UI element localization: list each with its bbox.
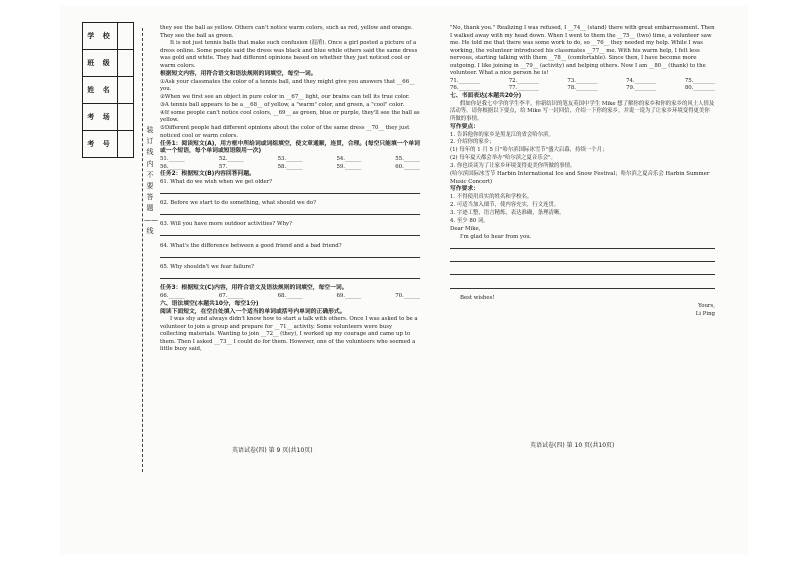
task-1-title: 任务1：阅读短文(A)，用方框中所给词或词组填空，使文章通顺，连贯，合理。(每空只能填一个单词或一个短语，每个单词或短语限用一次) bbox=[160, 140, 420, 155]
content-point-6: (哈尔滨国际冰雪节 Harbin International Ice and Snow Festival；哈尔滨之夏音乐会 Harbin Summer Music Concert) bbox=[450, 171, 710, 185]
answer-line-63[interactable] bbox=[160, 229, 420, 236]
task-3-title: 任务3：根据短文(C)内容，用符合语文及语法规则的词填空，每空一词。 bbox=[160, 285, 348, 292]
content-point-1: 1. 告诉他你的家乡是黑龙江的省会哈尔滨。 bbox=[450, 131, 554, 138]
answer-row-66-70 bbox=[160, 293, 420, 301]
blank-79[interactable]: 79.________ bbox=[626, 85, 657, 92]
blank-57[interactable]: 57.______ bbox=[218, 163, 244, 170]
label-name: 姓 名 bbox=[87, 86, 113, 94]
content-point-5: 3. 你也谈谈为了让家乡环境变得更美你所做的事情。 bbox=[450, 163, 576, 170]
school-field[interactable] bbox=[117, 23, 133, 49]
question-67: ②When we first see an object in pure color in __67__ light, our brains can tell its true color. bbox=[160, 94, 410, 101]
answer-line-65[interactable] bbox=[160, 272, 420, 279]
requirement-2: 2. 可适当加入细节，使内容充实，行文连贯。 bbox=[450, 202, 560, 209]
content-point-2: 2. 介绍你的家乡； bbox=[450, 139, 495, 146]
blank-51[interactable]: 51.______ bbox=[160, 156, 185, 163]
blank-55[interactable]: 55.______ bbox=[395, 156, 420, 163]
info-row-school bbox=[83, 23, 133, 50]
blank-77[interactable]: 77.________ bbox=[508, 85, 539, 92]
writing-line-4[interactable] bbox=[450, 282, 715, 289]
letter-signature: Li Ping bbox=[695, 310, 715, 317]
answer-line-62[interactable] bbox=[160, 208, 420, 215]
requirements-title: 写作要求： bbox=[450, 186, 479, 193]
passage-c-instruction: 根据短文内容，用符合语文和语法规则的词填空，每空一词。 bbox=[160, 70, 317, 77]
info-row-class bbox=[83, 50, 133, 77]
label-room: 考 场 bbox=[87, 113, 113, 121]
section-6-title: 六、语法填空(本题共10分，每空1分) bbox=[160, 300, 259, 307]
content-points-title: 写作要点： bbox=[450, 123, 479, 130]
blank-54[interactable]: 54.______ bbox=[336, 156, 362, 163]
blank-72[interactable]: 72.________ bbox=[508, 77, 539, 84]
requirement-1: 1. 不得使用真实的姓名和学校名。 bbox=[450, 194, 533, 201]
blank-78[interactable]: 78.________ bbox=[567, 85, 598, 92]
page-10-footer: 英语试卷(四) 第 10 页(共10页) bbox=[530, 442, 615, 449]
info-row-room bbox=[83, 104, 133, 131]
question-62: 62. Before we start to do something, what should we do? bbox=[160, 200, 316, 207]
blank-74[interactable]: 74.________ bbox=[626, 77, 657, 84]
label-school: 学 校 bbox=[87, 32, 113, 40]
grammar-passage: I was shy and always didn't know how to start a talk with others. Once I was asked to be a volunteer to join a group and prepare for __71__ activity. Some volunteers were busy collecting materials. Wanting to join __72__ (they), I worked up my courage and came up to them. Then I asked __73__ I could do for them. However, one of the volunteers who seemed a little busy said, bbox=[160, 316, 418, 353]
requirement-3: 3. 字迹工整，语言精炼，表达准确，条理清晰。 bbox=[450, 210, 565, 217]
requirement-4: 4. 至少 80 词。 bbox=[450, 217, 489, 224]
section-6-instruction: 阅读下面短文，在空白处填入一个适当的单词或括号内单词的正确形式。 bbox=[160, 308, 346, 315]
left-page bbox=[160, 25, 420, 354]
writing-intro: 假如你是我七中学的学生李平，你新结识的笔友英国中学生 Mike 想了解你的家乡和你的家乡的风土人情及活动等。请你根据以下要点，给 Mike 写一封回信，介绍一下你的家乡，并说一说为了让家乡环境变得更美你所做的事情。 bbox=[450, 100, 715, 122]
writing-line-1[interactable] bbox=[450, 242, 715, 249]
answer-row-71-75 bbox=[450, 78, 715, 86]
blank-67[interactable]: 67.______ bbox=[218, 293, 244, 300]
blank-70[interactable]: 70.______ bbox=[395, 293, 420, 300]
letter-yours: Yours, bbox=[698, 303, 715, 310]
question-64: 64. What's the difference between a good friend and a bad friend? bbox=[160, 242, 342, 249]
blank-69[interactable]: 69.______ bbox=[336, 293, 362, 300]
page-9-footer: 英语试卷(四) 第 9 页(共10页) bbox=[232, 447, 313, 454]
label-number: 考 号 bbox=[87, 140, 113, 148]
passage-c-para: It is not just tennis balls that make such confusion (混淆). Once a girl posted a picture of a dress online. Some people said the dress was black and blue while others said the same dress was gold and white. They had different opinions based on whether they just noticed cool or warm colors. bbox=[160, 40, 418, 69]
label-class: 班 级 bbox=[87, 59, 113, 67]
content-point-3: (1) 每年的 1 月 5 日"哈尔滨国际冰雪节"盛大启幕，持续一个月； bbox=[450, 147, 608, 154]
blank-58[interactable]: 58.______ bbox=[277, 163, 303, 170]
section-7-title: 七、书面表达(本题共20分) bbox=[450, 92, 522, 99]
right-page bbox=[450, 25, 715, 319]
answer-row-51-55 bbox=[160, 156, 420, 164]
blank-60[interactable]: 60.______ bbox=[395, 163, 420, 170]
blank-56[interactable]: 56.______ bbox=[160, 163, 185, 170]
letter-salutation: Dear Mike, bbox=[450, 225, 481, 232]
answer-row-76-80 bbox=[450, 85, 715, 93]
blank-76[interactable]: 76.________ bbox=[450, 85, 481, 92]
question-61: 61. What do we wish when we get older? bbox=[160, 178, 273, 185]
content-point-4: (2) 每年夏天都会举办"哈尔滨之夏音乐会"。 bbox=[450, 155, 556, 162]
question-70: ⑤Different people had different opinions about the color of the same dress __70__ they just noticed cool or warm colors. bbox=[160, 125, 410, 139]
writing-line-3[interactable] bbox=[450, 268, 715, 275]
blank-66[interactable]: 66.______ bbox=[160, 293, 185, 300]
answer-line-61[interactable] bbox=[160, 187, 420, 194]
question-66: ①Ask your classmates the color of a tennis ball, and they might give you answers that __66__ you. bbox=[160, 78, 415, 93]
blank-68[interactable]: 68.______ bbox=[277, 293, 303, 300]
question-69: ④If some people can't notice cool colors, __69__ as green, blue or purple, they'll see the ball as yellow. bbox=[160, 109, 420, 124]
class-field[interactable] bbox=[117, 50, 133, 76]
binding-notice: 装 订 线 内 不 要 答 题 —— 线 bbox=[144, 126, 158, 235]
writing-line-2[interactable] bbox=[450, 255, 715, 262]
blank-75[interactable]: 75.________ bbox=[684, 77, 715, 84]
question-68: ③A tennis ball appears to be a __68__ of yellow, a "warm" color, and green, a "cool" color. bbox=[160, 101, 405, 108]
binding-line bbox=[142, 28, 143, 472]
answer-line-64[interactable] bbox=[160, 251, 420, 258]
name-field[interactable] bbox=[117, 77, 133, 103]
blank-53[interactable]: 53.______ bbox=[277, 156, 303, 163]
blank-59[interactable]: 59.______ bbox=[336, 163, 362, 170]
number-field[interactable] bbox=[117, 131, 133, 157]
question-65: 65. Why shouldn't we fear failure? bbox=[160, 264, 255, 271]
blank-80[interactable]: 80.________ bbox=[684, 85, 715, 92]
blank-73[interactable]: 73.________ bbox=[567, 77, 598, 84]
question-63: 63. Will you have more outdoor activities? Why? bbox=[160, 221, 292, 228]
task-2-title: 任务2：根据短文(B)内容回答问题。 bbox=[160, 171, 255, 178]
answer-row-56-60 bbox=[160, 164, 420, 172]
info-row-number bbox=[83, 131, 133, 157]
blank-52[interactable]: 52.______ bbox=[218, 156, 244, 163]
letter-closing: Best wishes! bbox=[460, 295, 495, 302]
student-info-table bbox=[82, 22, 134, 158]
blank-71[interactable]: 71.________ bbox=[450, 77, 481, 84]
grammar-passage-cont: "No, thank you." Realizing I was refused, I __74__ (stand) there with great embarrassment. Then I walked away with my head down. When I went to them the __75__ (two) time, a volunteer saw me. He told me that there was some work to do, so __76__ they needed my help. While I was working, the volunteer introduced his classmates __77__ me. With his warm help, I felt less nervous, starting talking with them __78__ (comfortable). Since then, I have become more outgoing. I like joining in __79__ (activity) and helping others. Now I am __80__ (thank) to the volunteer. What a nice person he is! bbox=[450, 25, 715, 76]
room-field[interactable] bbox=[117, 104, 133, 130]
passage-c-tail: they see the ball as yellow. Others can't notice warm colors, such as red, yellow and orange. They see the ball as green. bbox=[160, 25, 413, 39]
info-row-name bbox=[83, 77, 133, 104]
letter-opening: I'm glad to hear from you. bbox=[460, 233, 532, 240]
